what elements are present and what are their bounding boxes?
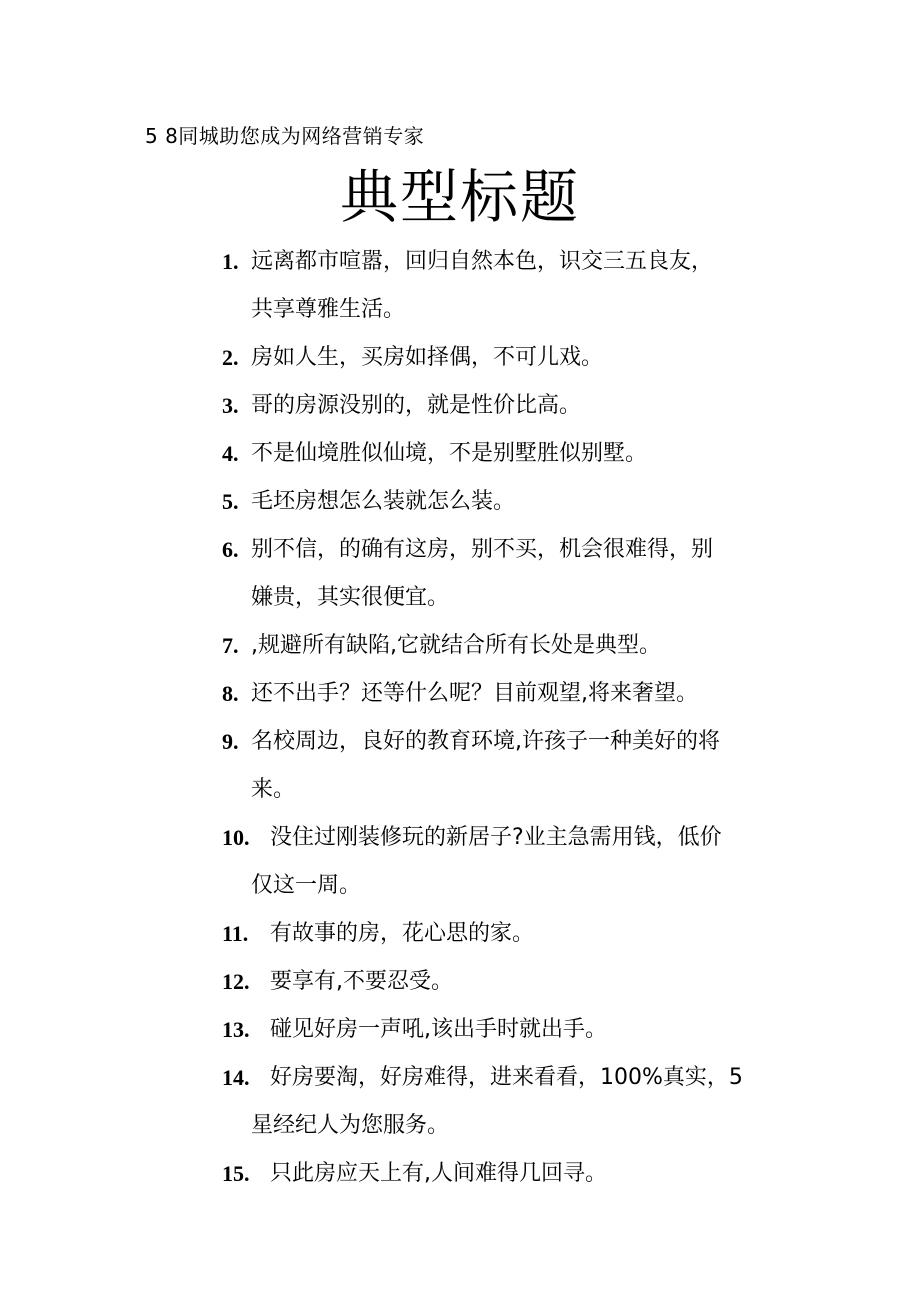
item-text: 要享有,不要忍受。 [270, 969, 453, 994]
item-number: 15. [222, 1161, 250, 1186]
item-text: 有故事的房，花心思的家。 [270, 921, 535, 946]
item-number: 13. [222, 1017, 250, 1042]
list-item [222, 718, 792, 814]
item-number: 12. [222, 969, 250, 994]
item-text [251, 1054, 792, 1150]
item-number: 2. [222, 345, 239, 370]
item-number: 6. [222, 537, 239, 562]
header-tagline: 5 8同城助您成为网络营销专家 [145, 124, 425, 148]
list-item [222, 1150, 792, 1198]
list-item [222, 910, 792, 958]
item-text: 碰见好房一声吼,该出手时就出手。 [270, 1017, 607, 1042]
list-item [222, 526, 792, 622]
item-text-line: 来。 [251, 777, 296, 802]
list-item [222, 382, 792, 430]
item-text [251, 238, 792, 334]
item-number: 1. [222, 249, 239, 274]
list-item [222, 478, 792, 526]
item-text-line: 好房要淘，好房难得，进来看看，100%真实，5 [270, 1065, 743, 1090]
item-text-line: 嫌贵，其实很便宜。 [251, 585, 450, 610]
item-number: 7. [222, 633, 239, 658]
title-list [222, 238, 792, 1198]
item-number: 4. [222, 441, 239, 466]
list-item [222, 622, 792, 670]
item-text-line: 共享尊雅生活。 [251, 297, 406, 322]
item-number: 11. [222, 921, 249, 946]
item-number: 5. [222, 489, 239, 514]
item-text [251, 718, 792, 814]
item-number: 9. [222, 729, 239, 754]
item-text: 毛坯房想怎么装就怎么装。 [251, 489, 516, 514]
item-number: 14. [222, 1065, 250, 1090]
item-text: 哥的房源没别的，就是性价比高。 [251, 393, 582, 418]
item-text-line: 名校周边，良好的教育环境,许孩子一种美好的将 [251, 729, 720, 754]
item-text: 只此房应天上有,人间难得几回寻。 [270, 1161, 607, 1186]
page-title: 典型标题 [339, 163, 580, 231]
item-text-line: 星经纪人为您服务。 [251, 1113, 450, 1138]
item-text-line: 远离都市喧嚣，回归自然本色，识交三五良友， [251, 249, 714, 274]
item-number: 3. [222, 393, 239, 418]
list-item [222, 430, 792, 478]
list-item [222, 1054, 792, 1150]
list-item [222, 238, 792, 334]
list-item [222, 958, 792, 1006]
item-text-line: 没住过刚装修玩的新居子?业主急需用钱，低价 [270, 825, 722, 850]
list-item [222, 670, 792, 718]
item-text-line: 别不信，的确有这房，别不买，机会很难得，别 [251, 537, 714, 562]
item-number: 10. [222, 825, 250, 850]
item-text: 不是仙境胜似仙境，不是别墅胜似别墅。 [251, 441, 648, 466]
item-number: 8. [222, 681, 239, 706]
item-text: 还不出手？还等什么呢？目前观望,将来奢望。 [251, 681, 698, 706]
item-text [251, 526, 792, 622]
list-item [222, 1006, 792, 1054]
item-text [251, 814, 792, 910]
list-item [222, 334, 792, 382]
item-text-line: 仅这一周。 [251, 873, 362, 898]
item-text: 房如人生，买房如择偶，不可儿戏。 [251, 345, 604, 370]
list-item [222, 814, 792, 910]
item-text: ,规避所有缺陷,它就结合所有长处是典型。 [251, 633, 661, 658]
